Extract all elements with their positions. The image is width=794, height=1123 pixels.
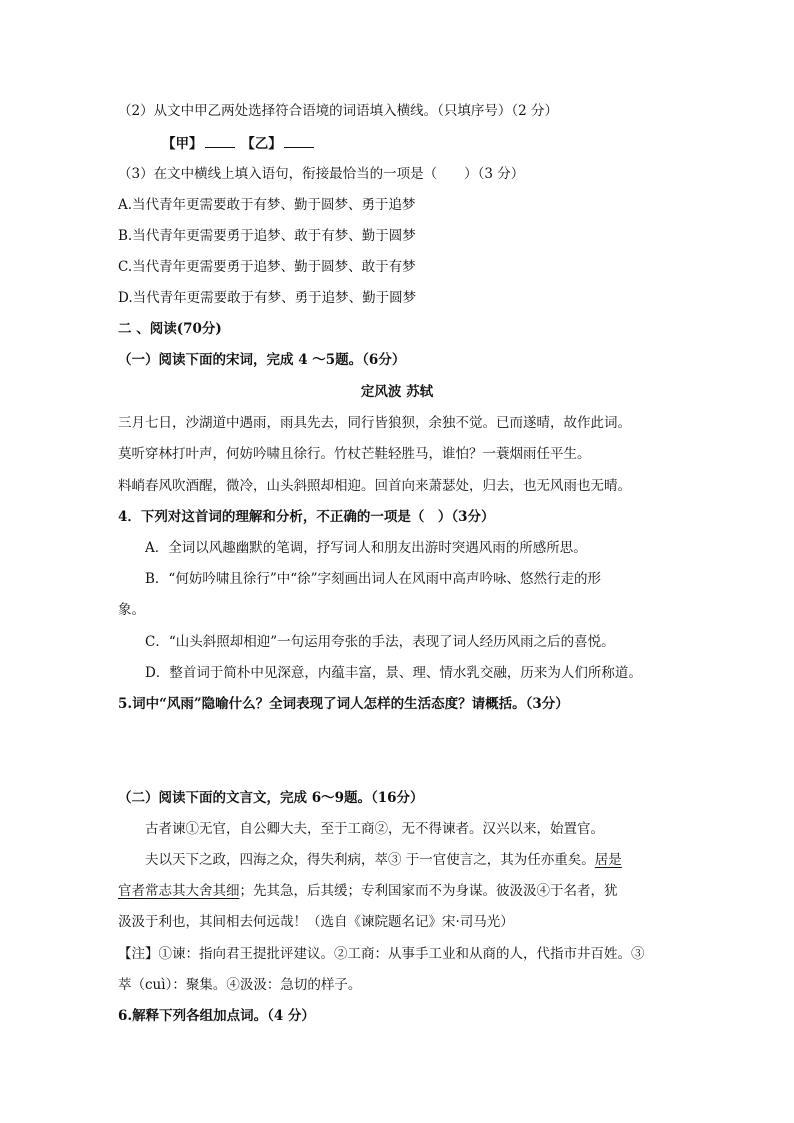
part2-title: （二）阅读下面的文言文，完成 6～9题。（16分） <box>118 790 424 806</box>
jia-blank[interactable] <box>205 133 235 148</box>
poem-line-2: 莫听穿林打叶声，何妨吟啸且徐行。竹杖芒鞋轻胜马，谁怕？一蓑烟雨任平生。 <box>118 446 591 462</box>
notes-line-2: 萃（cuì）：聚集。④汲汲：急切的样子。 <box>118 977 362 993</box>
passage-text: 夫以天下之政，四海之众，得失利病，萃③ 于一官使言之，其为任亦重矣。 <box>145 852 595 868</box>
underlined-sentence-part-1: 居是 <box>594 852 622 868</box>
q4-option-c: C．“山头斜照却相迎”一句运用夸张的手法，表现了词人经历风雨之后的喜悦。 <box>145 634 615 650</box>
q4-option-a: A．全词以风趣幽默的笔调，抒写词人和朋友出游时突遇风雨的所感所思。 <box>145 540 587 556</box>
notes-line-1: 【注】①谏：指向君王提批评建议。②工商：从事手工业和从商的人，代指市井百姓。③ <box>118 946 645 962</box>
poem-title: 定风波 苏轼 <box>360 384 434 400</box>
q3-option-b: B.当代青年更需要勇于追梦、敢于有梦、勤于圆梦 <box>118 228 416 244</box>
q5-stem: 5.词中“风雨”隐喻什么？全词表现了词人怎样的生活态度？请概括。（3分） <box>118 696 569 712</box>
q4-option-b: B．“何妨吟啸且徐行”中“徐”字刻画出词人在风雨中高声吟咏、悠然行走的形 <box>145 571 602 587</box>
q3-stem: （3）在文中横线上填入语句，衔接最恰当的一项是（ ）（3 分） <box>118 166 525 182</box>
underlined-sentence-part-2: 官者常志其大舍其细 <box>118 883 240 899</box>
q6-stem: 6.解释下列各组加点词。（4 分） <box>118 1008 315 1024</box>
passage-paragraph-2-line-1 <box>145 850 622 870</box>
q3-option-d: D.当代青年更需要敢于有梦、勇于追梦、勤于圆梦 <box>118 290 417 306</box>
yi-blank[interactable] <box>284 133 314 148</box>
passage-paragraph-1: 古者谏①无官，自公卿大夫，至于工商②，无不得谏者。汉兴以来，始置官。 <box>145 821 604 837</box>
jia-label: 【甲】 <box>162 136 203 152</box>
q2-stem: （2）从文中甲乙两处选择符合语境的词语填入横线。（只填序号）（2 分） <box>118 103 558 119</box>
yi-label: 【乙】 <box>241 136 282 152</box>
poem-line-3: 料峭春风吹酒醒，微冷，山头斜照却相迎。回首向来萧瑟处，归去，也无风雨也无晴。 <box>118 478 631 494</box>
section-title: 二 、阅读(70分) <box>118 321 222 337</box>
q4-option-d: D．整首词于简朴中见深意，内蕴丰富，景、理、情水乳交融，历来为人们所称道。 <box>145 665 642 681</box>
passage-paragraph-2-line-3: 汲汲于利也，其间相去何远哉！（选自《谏院题名记》宋·司马光） <box>118 914 514 930</box>
poem-line-1: 三月七日，沙湖道中遇雨，雨具先去，同行皆狼狈，余独不觉。已而遂晴，故作此词。 <box>118 415 631 431</box>
q4-option-b-cont: 象。 <box>118 602 145 618</box>
q4-stem: 4．下列对这首词的理解和分析，不正确的一项是（ ）（3分） <box>118 509 495 525</box>
q3-option-a: A.当代青年更需要敢于有梦、勤于圆梦、勇于追梦 <box>118 197 416 213</box>
passage-paragraph-2-line-2 <box>118 881 618 901</box>
q2-answer-row <box>162 133 316 154</box>
passage-text: ；先其急，后其缓；专利国家而不为身谋。彼汲汲④于名者，犹 <box>239 883 618 899</box>
part1-title: （一）阅读下面的宋词，完成 4 ～5题。（6分） <box>118 352 406 368</box>
q3-option-c: C.当代青年更需要勇于追梦、勤于圆梦、敢于有梦 <box>118 259 416 275</box>
